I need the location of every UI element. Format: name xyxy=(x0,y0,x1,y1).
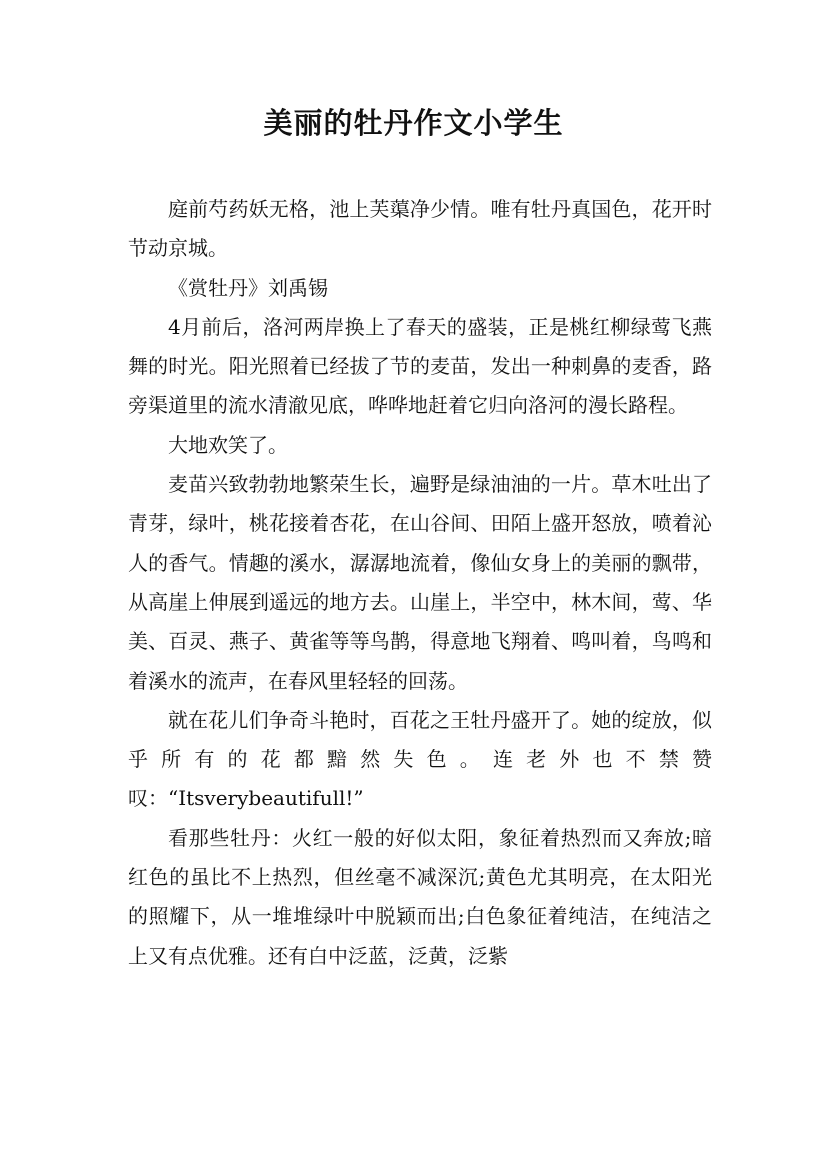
paragraph-poem: 庭前芍药妖无格，池上芙蕖净少情。唯有牡丹真国色，花开时节动京城。 xyxy=(128,197,712,261)
paragraph-spring-scene: 4月前后，洛河两岸换上了春天的盛装，正是桃红柳绿莺飞燕舞的时光。阳光照着已经拔了节的麦苗，发出一种刺鼻的麦香，路旁渠道里的流水清澈见底，哗哗地赶着它归向洛河的漫长路程。 xyxy=(128,314,712,418)
document-body xyxy=(128,190,712,976)
paragraph-peony-blooms: 就在花儿们争奇斗艳时，百花之王牡丹盛开了。她的绽放，似乎所有的花都黯然失色。连老外也不禁赞叹：“Itsverybeautifull!” xyxy=(128,707,712,811)
paragraph-earth-laughs: 大地欢笑了。 xyxy=(168,432,288,457)
paragraph-nature-description: 麦苗兴致勃勃地繁荣生长，遍野是绿油油的一片。草木吐出了青芽，绿叶，桃花接着杏花，在山谷间、田陌上盛开怒放，喷着沁人的香气。情趣的溪水，潺潺地流着，像仙女身上的美丽的飘带，从高崖上伸展到遥远的地方去。山崖上，半空中，林木间，莺、华美、百灵、燕子、黄雀等等鸟鹊，得意地飞翔着、鸣叫着，鸟鸣和着溪水的流声，在春风里轻轻的回荡。 xyxy=(128,472,712,693)
document-title: 美丽的牡丹作文小学生 xyxy=(263,106,564,140)
paragraph-poem-source: 《赏牡丹》刘禹锡 xyxy=(168,275,328,300)
paragraph-peony-colors: 看那些牡丹：火红一般的好似太阳，象征着热烈而又奔放;暗红色的虽比不上热烈，但丝毫不减深沉;黄色尤其明亮，在太阳光的照耀下，从一堆堆绿叶中脱颖而出;白色象征着纯洁，在纯洁之上又有点优雅。还有白中泛蓝，泛黄，泛紫 xyxy=(128,825,712,968)
